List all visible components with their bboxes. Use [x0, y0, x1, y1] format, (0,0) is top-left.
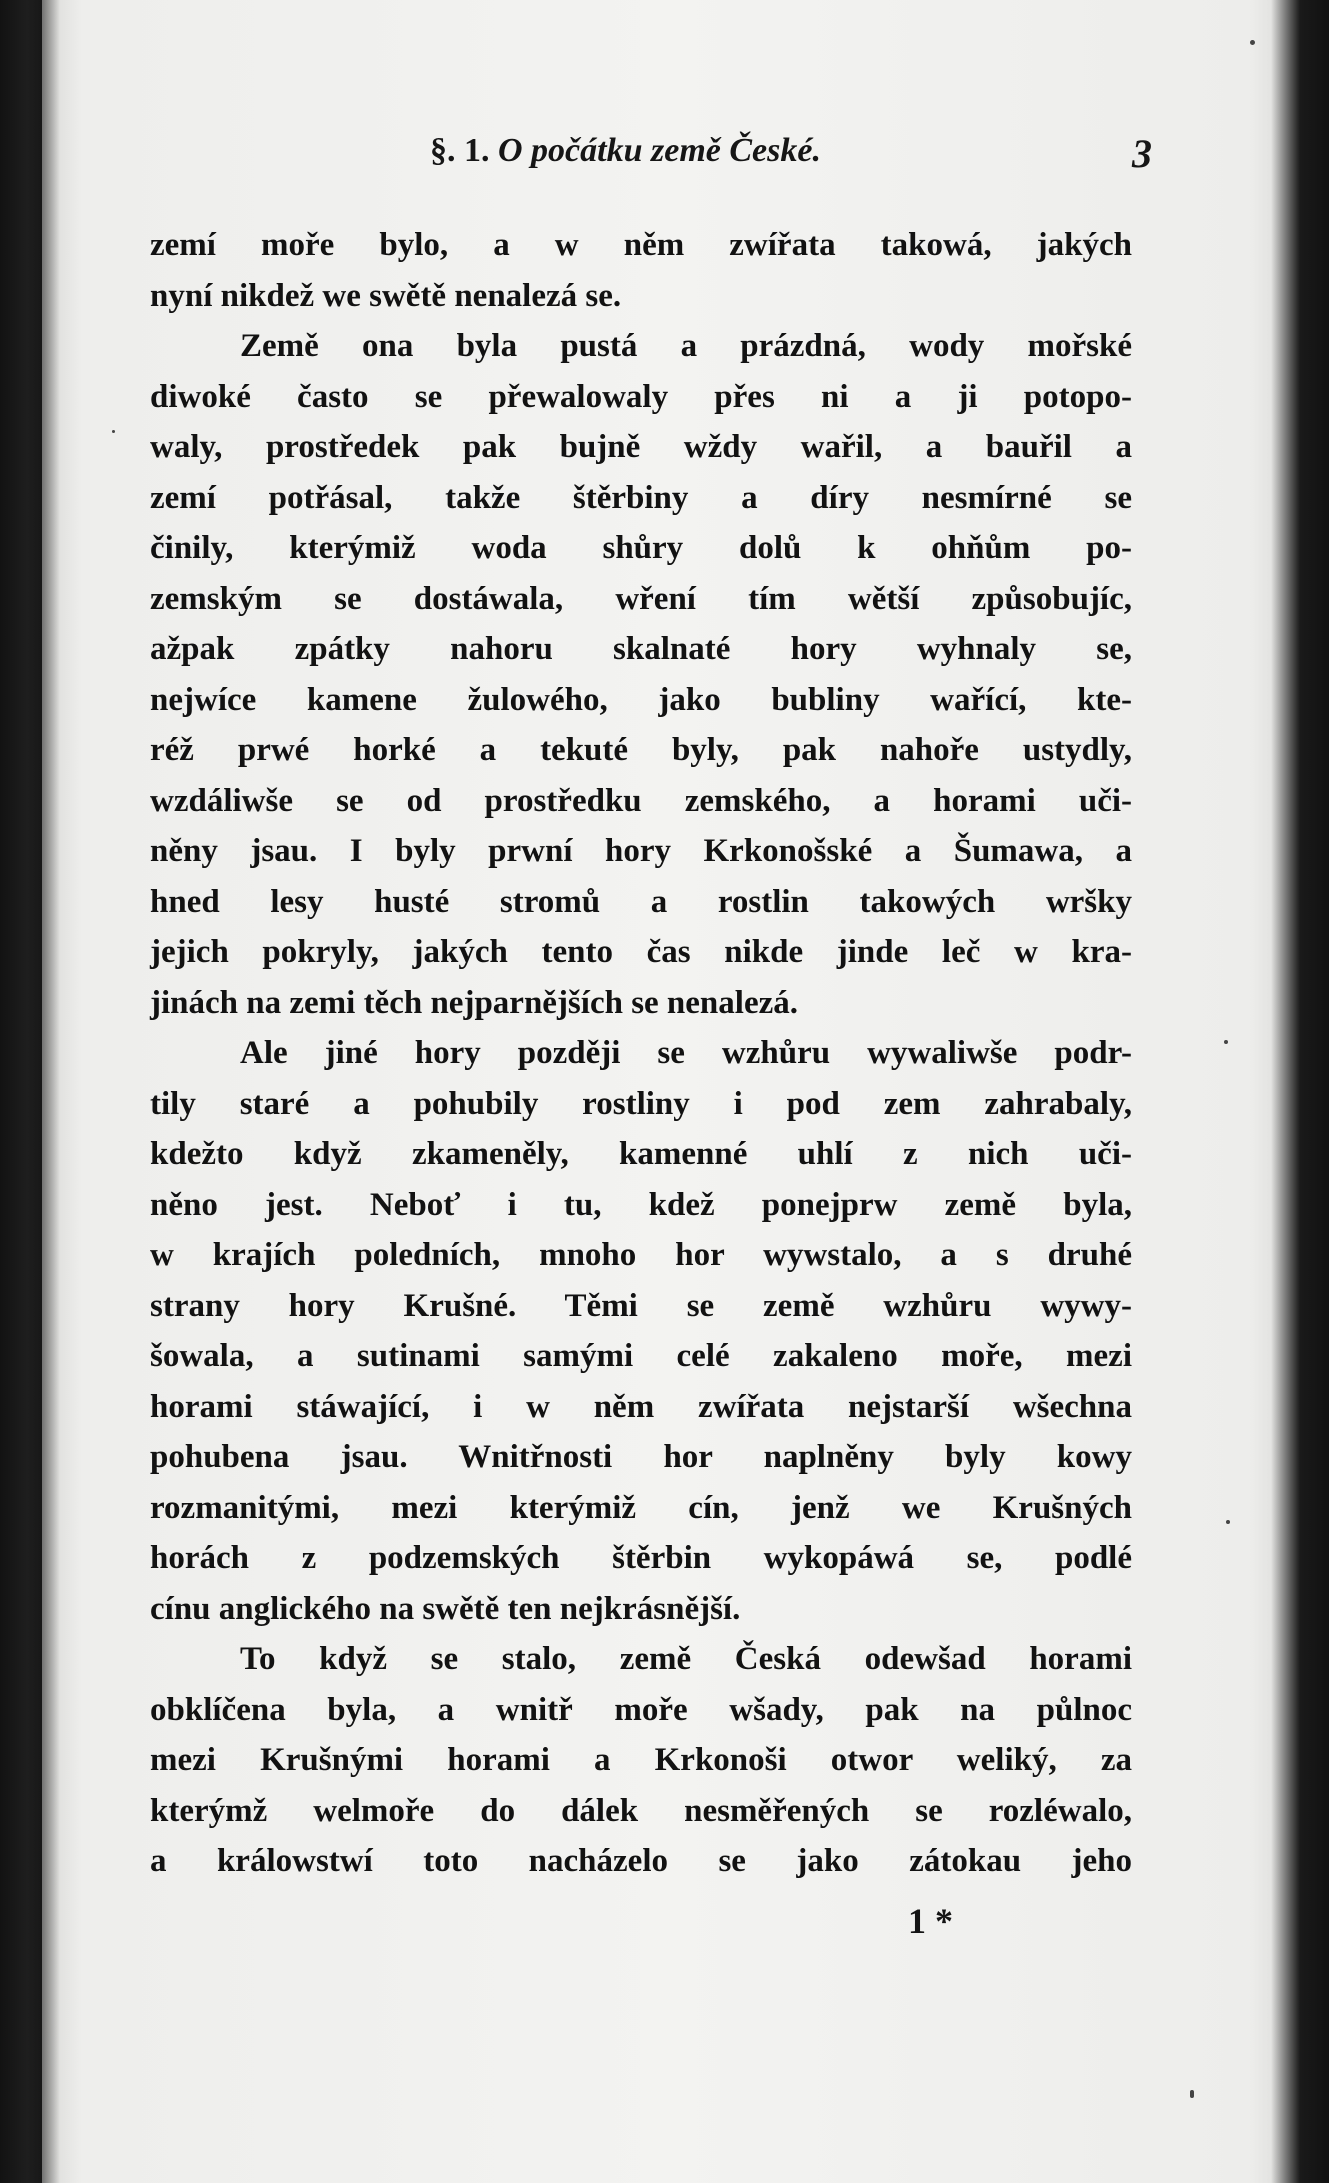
text-line: něno jest. Neboť i tu, kdež ponejprw země byla,: [150, 1186, 1132, 1223]
text-line: horami stáwající, i w něm zwířata nejstarší wšechna: [150, 1388, 1132, 1425]
text-line: horách z podzemských štěrbin wykopáwá se, podlé: [150, 1540, 1132, 1576]
signature-mark: 1 *: [908, 1901, 953, 1941]
text-line: zemí moře bylo, a w něm zwířata takowá, jakých: [150, 227, 1132, 263]
text-line: Země ona byla pustá a prázdná, wody mořské: [240, 328, 1132, 364]
text-line: kdežto když zkameněly, kamenné uhlí z nich uči-: [150, 1136, 1132, 1172]
text-line: a králowstwí toto nacházelo se jako zátokau jeho: [150, 1843, 1132, 1879]
text-line: réž prwé horké a tekuté byly, pak nahoře ustydly,: [150, 732, 1132, 768]
text-line: Ale jiné hory později se wzhůru wywaliwše podr-: [240, 1035, 1132, 1071]
body-text: [150, 220, 1132, 1887]
text-line: nyní nikdež we swětě nenalezá se.: [150, 277, 622, 314]
text-line: zemským se dostáwala, wření tím wětší způsobujíc,: [150, 580, 1132, 617]
text-line: w krajích poledních, mnoho hor wywstalo, a s druhé: [150, 1237, 1132, 1273]
text-line: pohubena jsau. Wnitřnosti hor naplněny byly kowy: [150, 1439, 1132, 1475]
text-line: cínu anglického na swětě ten nejkrásnější.: [150, 1590, 741, 1627]
text-line: diwoké často se přewalowaly přes ni a ji potopo-: [150, 378, 1132, 415]
text-line: hned lesy husté stromů a rostlin takowých wršky: [150, 883, 1132, 920]
text-line: jejich pokryly, jakých tento čas nikde jinde leč w kra-: [150, 934, 1132, 970]
text-line: To když se stalo, země Česká odewšad horami: [240, 1641, 1132, 1677]
dust-speck: [1250, 40, 1255, 45]
text-line: tily staré a pohubily rostliny i pod zem zahrabaly,: [150, 1085, 1132, 1122]
dust-speck: [1226, 1520, 1230, 1524]
chapter-title: O počátku země České.: [498, 132, 821, 169]
text-line: jinách na zemi těch nejparnějších se nenalezá.: [150, 984, 798, 1021]
text-line: činily, kterýmiž woda shůry dolů k ohňům po-: [150, 530, 1132, 566]
text-line: wzdáliwše se od prostředku zemského, a horami uči-: [150, 782, 1132, 819]
text-line: ažpak zpátky nahoru skalnaté hory wyhnaly se,: [150, 631, 1132, 667]
text-line: obklíčena byla, a wnitř moře wšady, pak na půlnoc: [150, 1691, 1132, 1728]
header-title-group: [430, 132, 821, 170]
text-line: strany hory Krušné. Těmi se země wzhůru wywy-: [150, 1287, 1132, 1324]
text-line: šowala, a sutinami samými celé zakaleno moře, mezi: [150, 1338, 1132, 1374]
text-line: waly, prostředek pak bujně wždy wařil, a bauřil a: [150, 429, 1132, 465]
dust-speck: [1190, 2090, 1194, 2098]
text-line: rozmanitými, mezi kterýmiž cín, jenž we Krušných: [150, 1489, 1132, 1526]
section-mark: §. 1.: [430, 132, 490, 169]
dust-speck: [1224, 1040, 1228, 1044]
dust-speck: [112, 430, 115, 433]
text-line: mezi Krušnými horami a Krkonoši otwor weliký, za: [150, 1742, 1132, 1778]
right-edge-shadow: [1271, 0, 1329, 2183]
text-line: nejwíce kamene žulowého, jako bubliny wařící, kte-: [150, 681, 1132, 718]
text-line: kterýmž welmoře do dálek nesměřených se rozléwalo,: [150, 1792, 1132, 1829]
text-line: zemí potřásal, takže štěrbiny a díry nesmírné se: [150, 479, 1132, 516]
left-edge-shadow: [0, 0, 60, 2183]
running-header: [150, 132, 1150, 192]
page-number: 3: [1132, 131, 1152, 176]
text-line: něny jsau. I byly prwní hory Krkonošské a Šumawa, a: [150, 833, 1132, 869]
